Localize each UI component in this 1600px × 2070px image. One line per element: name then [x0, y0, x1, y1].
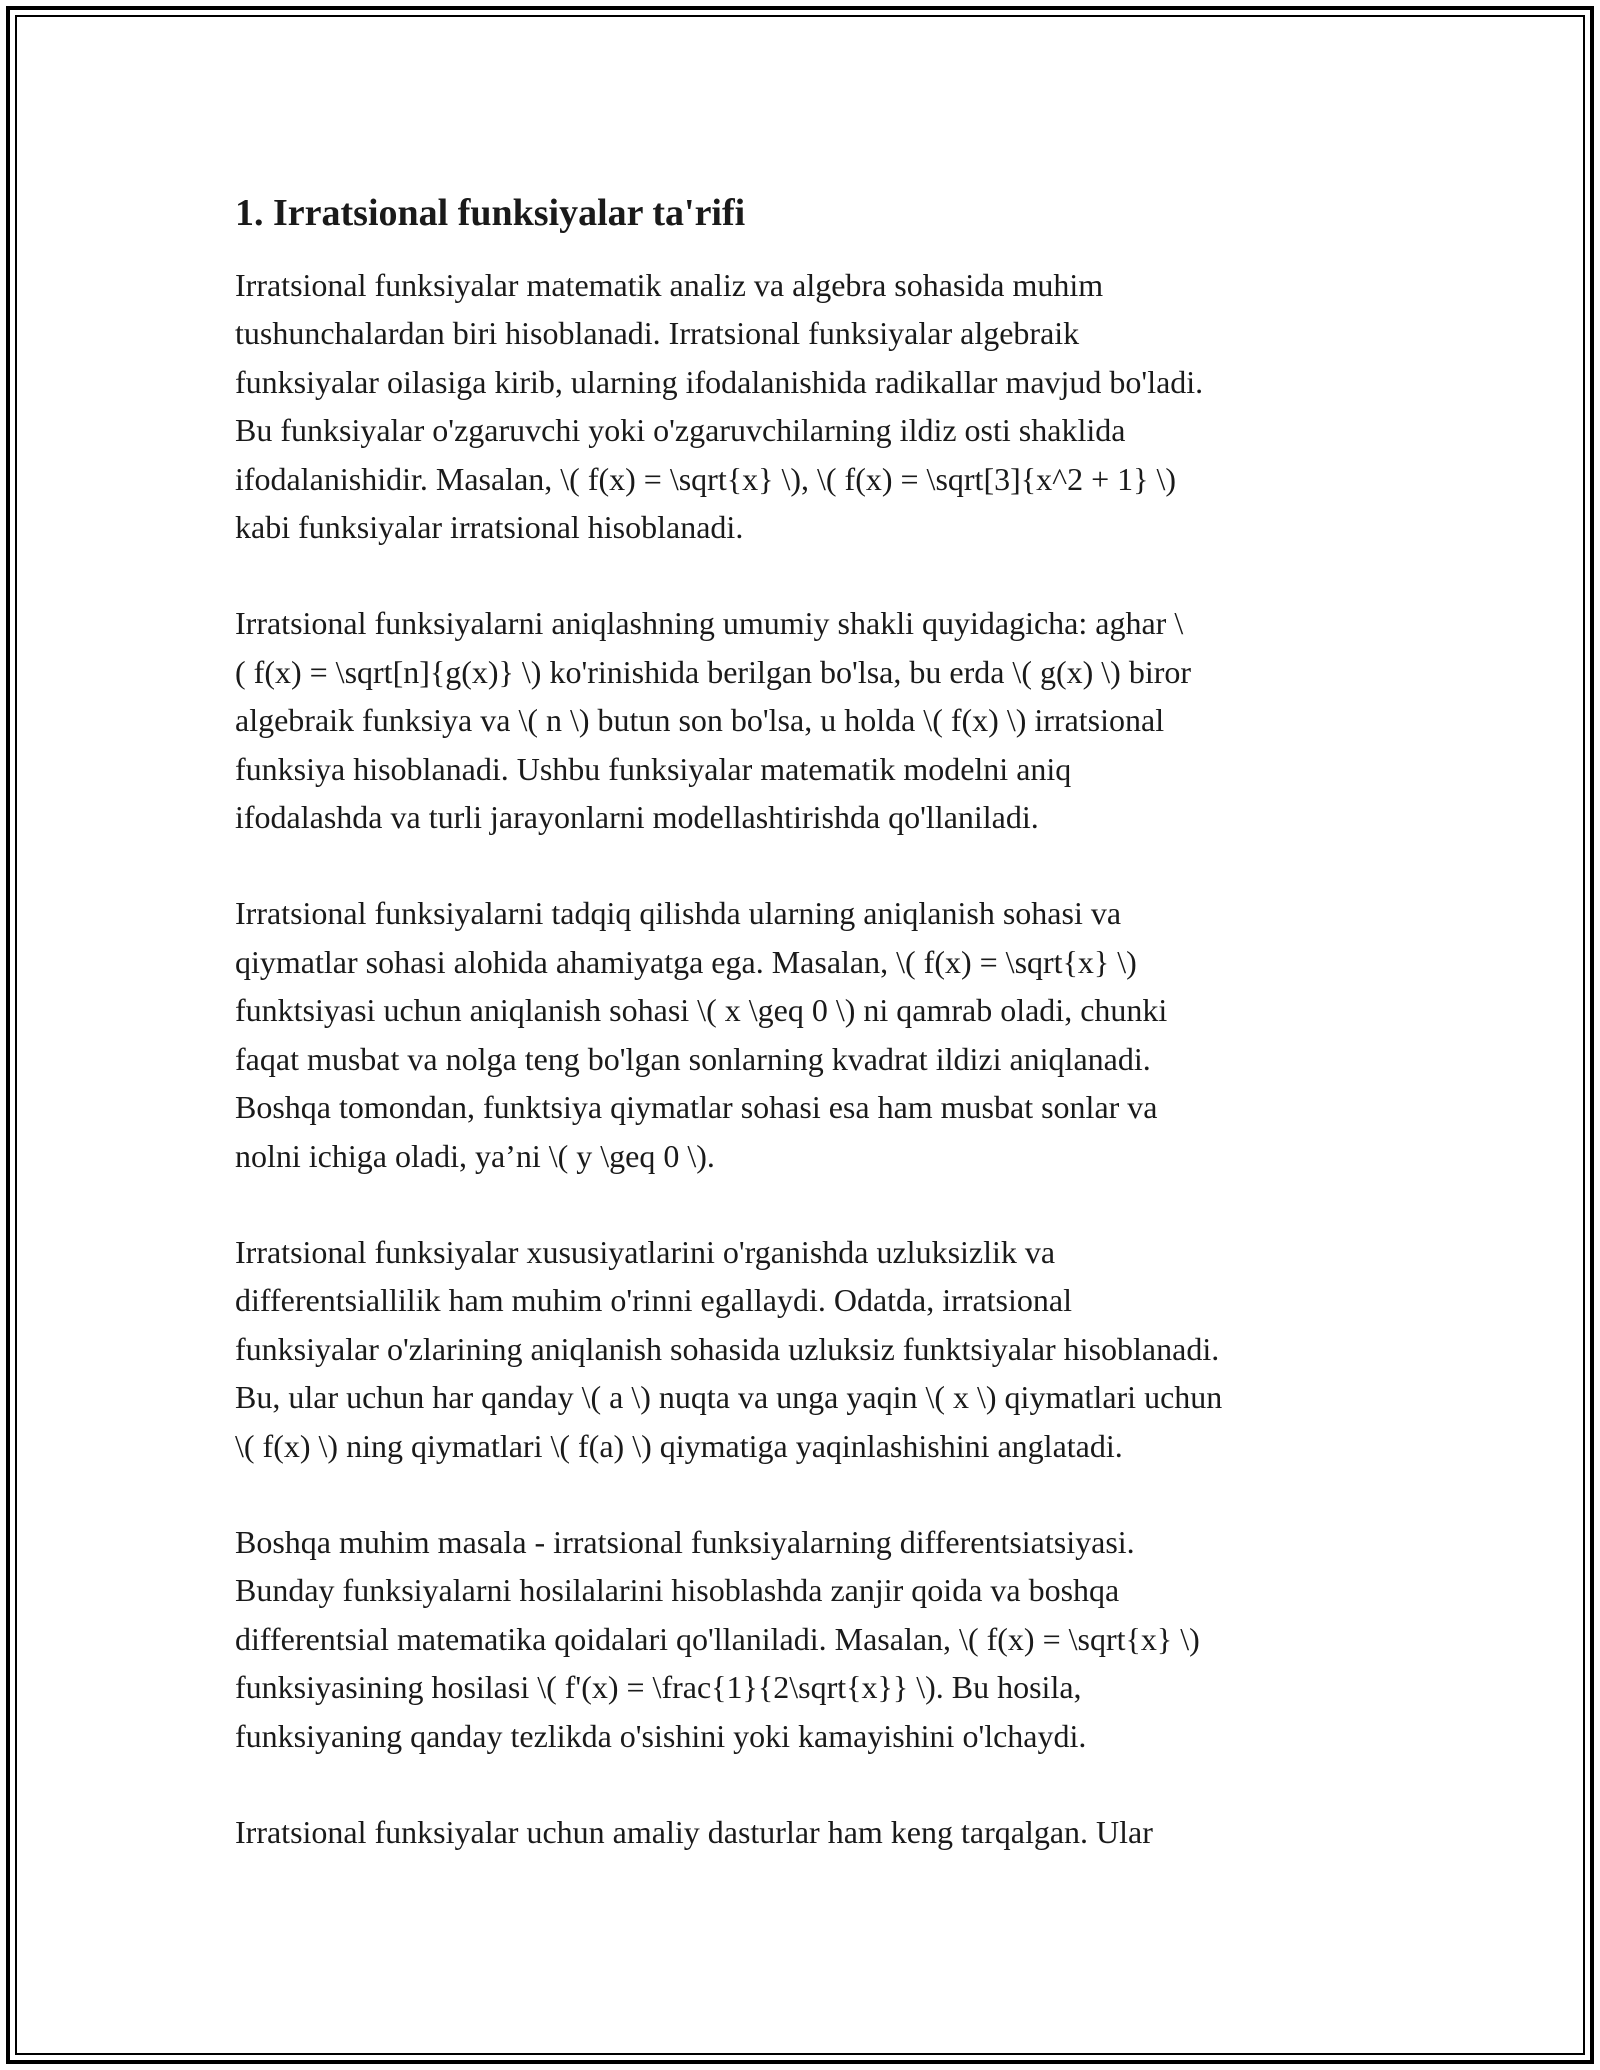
- section-heading: 1. Irratsional funksiyalar ta'rifi: [235, 192, 746, 234]
- paragraph-differentiation: Boshqa muhim masala - irratsional funksiyalarning differentsiatsiyasi. Bunday funksiyalarni hosilalarini hisoblashda zanjir qoida va boshqa differentsial matematika qoidalari qo'llaniladi. Masalan, \( f(x) = \sqrt{x} \) funksiyasining hosilasi \( f'(x) = \frac{1}{2\sqrt{x}} \). Bu hosila, funksiyaning qanday tezlikda o'sishini yoki kamayishini o'lchaydi.: [235, 1523, 1200, 1754]
- paragraph-applications: Irratsional funksiyalar uchun amaliy dasturlar ham keng tarqalgan. Ular: [235, 1813, 1153, 1850]
- document-body: [235, 185, 1375, 1904]
- paragraph-definition: Irratsional funksiyalar matematik analiz va algebra sohasida muhim tushunchalardan biri hisoblanadi. Irratsional funksiyalar algebraik funksiyalar oilasiga kirib, ularning ifodalanishida radikallar mavjud bo'ladi. Bu funksiyalar o'zgaruvchi yoki o'zgaruvchilarning ildiz osti shaklida ifodalanishidir. Masalan, \( f(x) = \sqrt{x} \), \( f(x) = \sqrt[3]{x^2 + 1} \) kabi funksiyalar irratsional hisoblanadi.: [235, 267, 1204, 546]
- paragraph-domain-range: Irratsional funksiyalarni tadqiq qilishda ularning aniqlanish sohasi va qiymatlar sohasi alohida ahamiyatga ega. Masalan, \( f(x) = \sqrt{x} \) funktsiyasi uchun aniqlanish sohasi \( x \geq 0 \) ni qamrab oladi, chunki faqat musbat va nolga teng bo'lgan sonlarning kvadrat ildizi aniqlanadi. Boshqa tomondan, funktsiya qiymatlar sohasi esa ham musbat sonlar va nolni ichiga oladi, ya’ni \( y \geq 0 \).: [235, 895, 1168, 1174]
- paragraph-general-form: Irratsional funksiyalarni aniqlashning umumiy shakli quyidagicha: aghar \ ( f(x) = \sqrt[n]{g(x)} \) ko'rinishida berilgan bo'lsa, bu erda \( g(x) \) biror algebraik funksiya va \( n \) butun son bo'lsa, u holda \( f(x) \) irratsional funksiya hisoblanadi. Ushbu funksiyalar matematik modelni aniq ifodalashda va turli jarayonlarni modellashtirishda qo'llaniladi.: [235, 605, 1192, 836]
- paragraph-continuity: Irratsional funksiyalar xususiyatlarini o'rganishda uzluksizlik va differentsiallilik ham muhim o'rinni egallaydi. Odatda, irratsional funksiyalar o'zlarining aniqlanish sohasida uzluksiz funktsiyalar hisoblanadi. Bu, ular uchun har qanday \( a \) nuqta va unga yaqin \( x \) qiymatlari uchun \( f(x) \) ning qiymatlari \( f(a) \) qiymatiga yaqinlashishini anglatadi.: [235, 1233, 1223, 1464]
